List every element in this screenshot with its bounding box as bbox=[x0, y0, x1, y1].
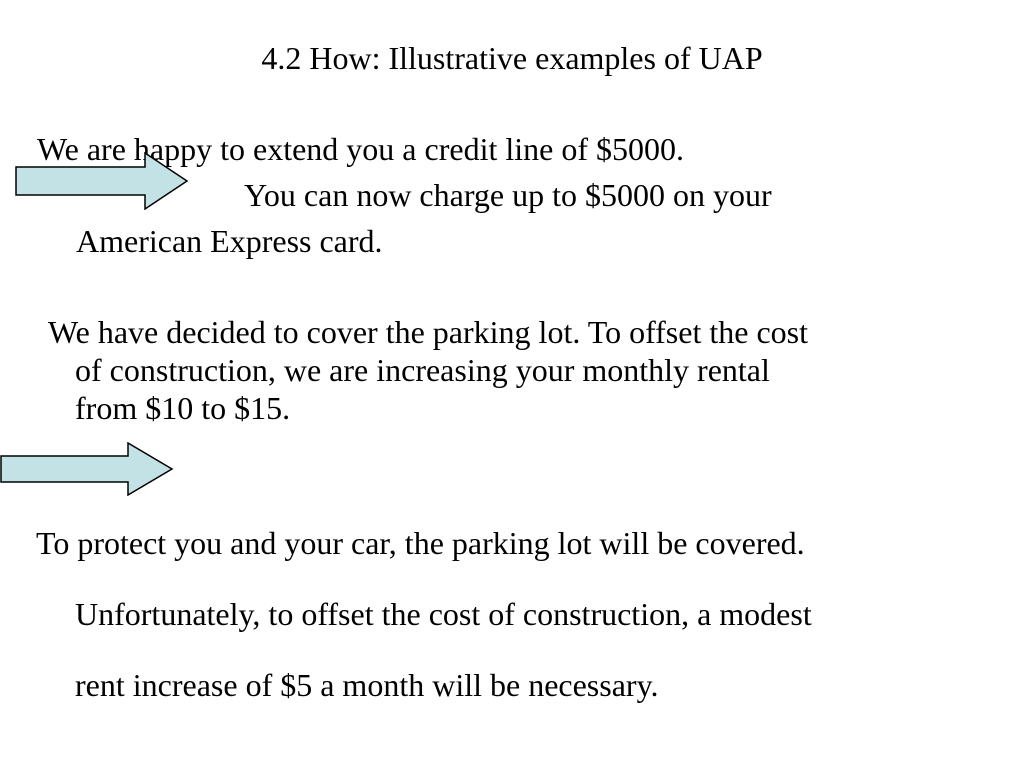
example-paragraph-2 bbox=[48, 313, 808, 427]
paragraph-3-line-2: Unfortunately, to offset the cost of construction, a modest bbox=[75, 596, 812, 632]
right-arrow-icon bbox=[15, 152, 189, 210]
paragraph-2-line-3: from $10 to $15. bbox=[75, 390, 291, 426]
right-arrow-icon bbox=[0, 442, 174, 496]
paragraph-3-line-3: rent increase of $5 a month will be necessary. bbox=[75, 667, 659, 703]
paragraph-2-line-2: of construction, we are increasing your monthly rental bbox=[75, 352, 770, 388]
paragraph-3-line-1: To protect you and your car, the parking lot will be covered. bbox=[36, 525, 805, 561]
paragraph-1-line-1: We are happy to extend you a credit line of $5000. bbox=[37, 131, 684, 167]
example-paragraph-3 bbox=[36, 524, 812, 704]
paragraph-2-line-1: We have decided to cover the parking lot. To offset the cost bbox=[48, 314, 808, 350]
slide-title: 4.2 How: Illustrative examples of UAP bbox=[261, 40, 763, 76]
paragraph-1-line-3: American Express card. bbox=[76, 223, 383, 259]
paragraph-1-line-2: You can now charge up to $5000 on your bbox=[244, 177, 772, 213]
